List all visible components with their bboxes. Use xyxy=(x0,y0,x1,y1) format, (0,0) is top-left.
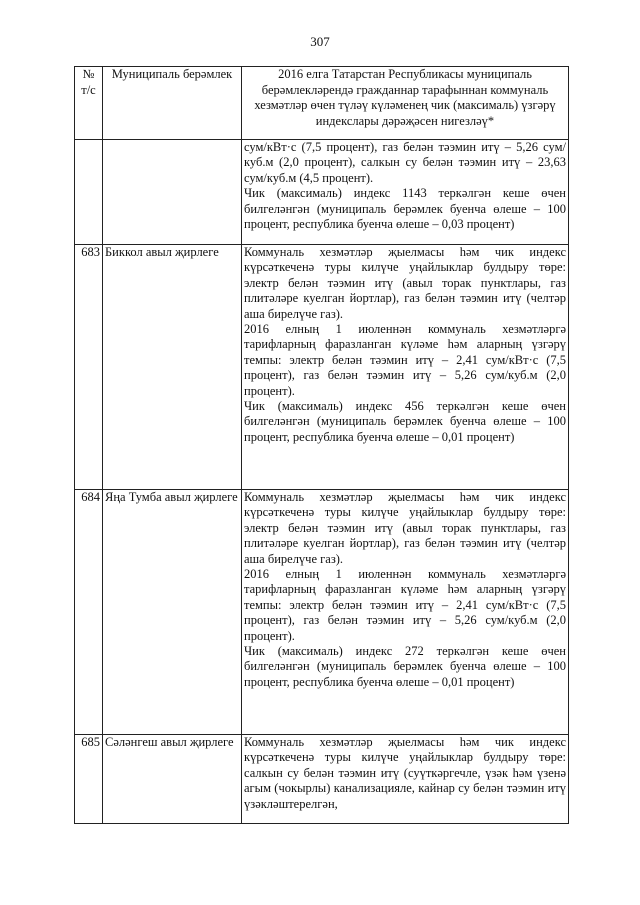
row-paragraph: Чик (максималь) индекс 1143 теркәлгән кеше өчен билгеләнгән (муниципаль берәмлек буенча өлеше – 100 процент, республика буенча өлеше – 0,03 процент) xyxy=(244,186,566,232)
table-row xyxy=(75,490,569,735)
row-municipality: Биккол авыл җирлеге xyxy=(103,245,242,490)
row-description xyxy=(242,490,569,735)
row-municipality: Сәләнгеш авыл җирлеге xyxy=(103,735,242,824)
header-description: 2016 елга Татарстан Республикасы муниципаль берәмлекләрендә гражданнар тарафыннан коммуналь хезмәтләр өчен түләү күләменең чик (максималь) үзгәрү индекслары дәрәҗәсен нигезләү* xyxy=(242,67,569,140)
header-municipality: Муниципаль берәмлек xyxy=(103,67,242,140)
row-number: 684 xyxy=(75,490,103,735)
row-paragraph: Чик (максималь) индекс 456 теркәлгән кеше өчен билгеләнгән (муниципаль берәмлек буенча өлеше – 100 процент, республика буенча өлеше – 0,01 процент) xyxy=(244,399,566,444)
row-paragraph: Чик (максималь) индекс 272 теркәлгән кеше өчен билгеләнгән (муниципаль берәмлек буенча өлеше – 100 процент, республика буенча өлеше – 0,01 процент) xyxy=(244,644,566,689)
row-number xyxy=(75,140,103,245)
row-paragraph: Коммуналь хезмәтләр җыелмасы һәм чик индекс күрсәткеченә туры килүче уңайлыклар булдыру төре: электр белән тәэмин итү (авыл торак пунктлары, газ плитәләре куелган йортлар), газ белән тәэмин итү (челтәр аша бирелүче газ). xyxy=(244,490,566,566)
row-description xyxy=(242,140,569,245)
row-number: 683 xyxy=(75,245,103,490)
table-row xyxy=(75,245,569,490)
row-paragraph: Коммуналь хезмәтләр җыелмасы һәм чик индекс күрсәткеченә туры килүче уңайлыклар булдыру төре: электр белән тәэмин итү (авыл торак пунктлары, газ плитәләре куелган йортлар), газ белән тәэмин итү (челтәр аша бирелүче газ). xyxy=(244,245,566,321)
row-municipality: Яңа Тумба авыл җирлеге xyxy=(103,490,242,735)
row-municipality xyxy=(103,140,242,245)
row-paragraph: Коммуналь хезмәтләр җыелмасы һәм чик индекс күрсәткеченә туры килүче уңайлыклар булдыру төре: салкын су белән тәэмин итү (суүткәргечле, үзәк һәм үзенә агым (чокырлы) канализацияле, кайнар су белән тәэмин итү үзәкләштерелгән, xyxy=(244,735,566,811)
row-paragraph: 2016 елның 1 июленнән коммуналь хезмәтләргә тарифларның фаразланган күләме һәм аларның үзгәрү темпы: электр белән тәэмин итү – 2,41 сум/кВт·с (7,5 процент), газ белән тәэмин итү – 5,26 сум/куб.м (2,0 процент). xyxy=(244,567,566,643)
row-description xyxy=(242,245,569,490)
page-number: 307 xyxy=(310,34,330,49)
table-header-row xyxy=(75,67,569,140)
table-row xyxy=(75,140,569,245)
row-description xyxy=(242,735,569,824)
row-number: 685 xyxy=(75,735,103,824)
table-row xyxy=(75,735,569,824)
row-paragraph: 2016 елның 1 июленнән коммуналь хезмәтләргә тарифларның фаразланган күләме һәм аларның үзгәрү темпы: электр белән тәэмин итү – 2,41 сум/кВт·с (7,5 процент), газ белән тәэмин итү – 5,26 сум/куб.м (2,0 процент). xyxy=(244,322,566,398)
tariff-index-table xyxy=(74,66,569,824)
header-number: № т/с xyxy=(75,67,103,140)
row-paragraph: сум/кВт·с (7,5 процент), газ белән тәэмин итү – 5,26 сум/куб.м (2,0 процент), салкын су белән тәэмин итү – 23,63 сум/куб.м (4,5 процент). xyxy=(244,140,566,185)
